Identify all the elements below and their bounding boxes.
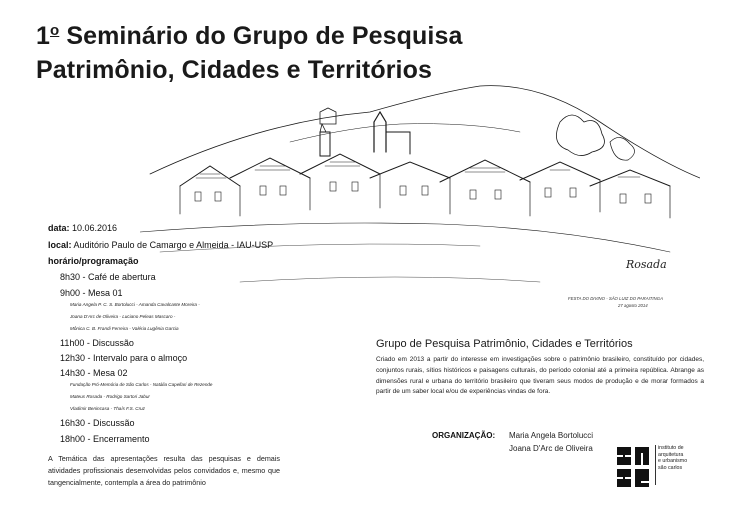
schedule-item: 9h00 - Mesa 01	[60, 288, 123, 298]
abstract-text: A Temática das apresentações resulta das pesquisas e demais atividades profissionais desenvolvidas pelos convidados e, mesmo que tangencialmente, contempla a área do patrimônio	[48, 454, 280, 487]
organizer-name: Maria Angela Bortolucci	[509, 431, 594, 440]
institute-name: instituto de arquitetura e urbanismo são carlos	[658, 445, 688, 471]
sketch-caption	[568, 295, 663, 309]
sketch-signature: Rosada	[626, 258, 667, 271]
mesa02-name-line: Mateus Rosada - Rodrigo Sartori Jabur	[70, 394, 150, 399]
place-value: Auditório Paulo de Camargo e Almeida - IAU-USP	[71, 240, 274, 250]
place-label: local:	[48, 240, 72, 250]
organization-label: ORGANIZAÇÃO:	[432, 431, 496, 440]
date-label: data:	[48, 223, 70, 233]
mesa01-name-line: Maria Angela P. C. S. Bortolucci - Amanda Cavalcante Moreira -	[70, 302, 200, 307]
iau-logo-icon	[613, 443, 653, 491]
sketch-caption-line1: FESTA DO DIVINO - SÃO LUIZ DO PARAITINGA	[568, 296, 663, 301]
title-ordinal: 1	[36, 22, 51, 50]
schedule-item: 18h00 - Encerramento	[60, 434, 150, 444]
seminar-title-line1	[36, 22, 462, 51]
sketch-caption-line2: 27 agosto 2014	[618, 303, 648, 308]
title-ordinal-suffix: o	[50, 22, 60, 39]
schedule-item: 8h30 - Café de abertura	[60, 272, 156, 282]
title-line1-text: Seminário do Grupo de Pesquisa	[59, 22, 463, 50]
organizer-name: Joana D'Arc de Oliveira	[509, 444, 593, 453]
date-value: 10.06.2016	[69, 223, 118, 233]
group-description: Criado em 2013 a partir do interesse em investigações sobre o patrimônio brasileiro, constituído por cidades, conjuntos rurais, sítios históricos e paisagens culturais, do período colonial até a primeira república. Abrange as dimensões rural e urbana do território brasileiro que tiveram seus modos de produção e de morar formados a partir de um saber local e/ou de experiências vindas de fora.	[376, 356, 704, 396]
logo-separator	[655, 445, 656, 485]
program-heading: horário/programação	[48, 256, 139, 266]
mesa01-name-line: Joana D'Arc de Oliveira - Luciano Peleas Mascaro -	[70, 314, 176, 319]
mesa02-name-line: Fundação Pró-Memória de São Carlos - Natália Capellari de Rezende	[70, 382, 213, 387]
event-place	[48, 240, 273, 250]
schedule-item: 11h00 - Discussão	[60, 338, 134, 348]
schedule-item: 12h30 - Intervalo para o almoço	[60, 353, 188, 363]
mesa02-name-line: Vladimir Benincasa - Thaís F.S. Cruz	[70, 406, 145, 411]
mesa01-name-line: Mônica C. B. Frandi Ferreira - Valéria Lugênia Garcia	[70, 326, 179, 331]
event-date	[48, 223, 117, 233]
schedule-item: 14h30 - Mesa 02	[60, 368, 128, 378]
schedule-item: 16h30 - Discussão	[60, 418, 135, 428]
group-title: Grupo de Pesquisa Patrimônio, Cidades e Territórios	[376, 338, 633, 350]
town-sketch-illustration	[140, 82, 700, 322]
seminar-title-line2: Patrimônio, Cidades e Territórios	[36, 56, 432, 84]
